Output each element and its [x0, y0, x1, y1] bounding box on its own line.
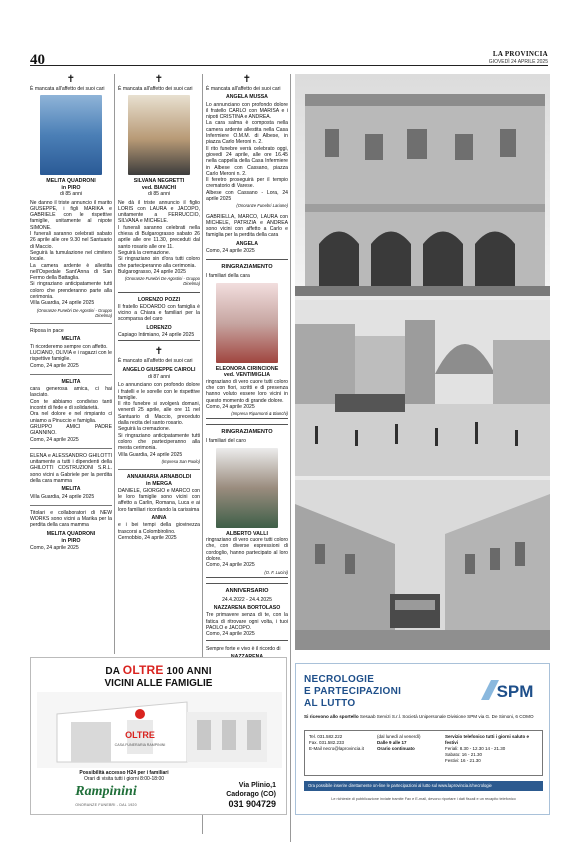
cross-icon: ✝ [66, 74, 76, 85]
contact-numbers [309, 734, 369, 752]
address-city: Cadorago (CO) [226, 790, 276, 798]
divider [30, 374, 112, 375]
obituary-notice [30, 328, 112, 369]
historic-photos [295, 74, 550, 650]
sign-subtitle: CASA FUNERARIA RAMPININI [114, 743, 166, 747]
funeral-agency: (Onoranze Funebri Lariane) [236, 203, 288, 209]
notice-body: Ne danno il triste annuncio il marito GIUSEPPE, i figli MARIKA e GABRIELE con le rispettive famiglie, unitamente al nipote SIMONE. I funerali saranno celebrati sabato 26 aprile alle ore 9.30 nel Santuario di Maccio. Seguirà la tumulazione nel cimitero locale. La camera ardente è allestita nell'Ospedale Sant'Anna di San Fermo della Battaglia. Si ringraziano anticipatamente tutti coloro che prenderanno parte alla cerimonia. Villa Guardia, 24 aprile 2025 [30, 199, 112, 307]
deceased-name: ANGELA MUSSA [226, 94, 268, 101]
notice-lead: È mancata all'affetto dei suoi cari [118, 86, 193, 92]
notice-body: e i bei tempi della giovinezza trascorsi a Colombirolino. Cernobbio, 24 aprile 2025 [118, 522, 200, 541]
deceased-age: di 87 anni [147, 373, 171, 380]
address-street: Via Plinio,1 [238, 782, 276, 789]
notice-lead: I familiari della cara [206, 273, 250, 280]
notice-body: Titolari e collaboratori di NEW WORKS sono vicini a Marika per la perdita della cara mamma [30, 509, 112, 529]
contact-mail[interactable]: E-Mail necro@laprovincia.it [309, 746, 364, 751]
obituary-notice [118, 474, 200, 541]
notice-body: Sempre forte e vivo è il ricordo di [206, 645, 281, 652]
advert-phone: 031 904729 [228, 799, 276, 809]
office-days: (dal lunedì al venerdì) [377, 734, 421, 739]
page-number: 40 [30, 52, 45, 68]
notice-lead: È mancata all'affetto dei suoi cari [206, 86, 281, 92]
notice-place: Villa Guardia, 24 aprile 2025 [30, 493, 95, 500]
deceased-name: ANNAMARIA ARNABOLDI [126, 474, 192, 480]
deceased-name: MELITA [61, 378, 81, 385]
portrait-photo [40, 95, 102, 175]
notice-body: ELENA e ALESSANDRO GHILOTTI unitamente a tutti i dipendenti della GHILOTTI COSTRUZIONI S.R.L. sono vicini a Gabriele per la perdita della cara mamma [30, 452, 112, 484]
contact-tel: Tel. 031.582.222 [309, 734, 343, 739]
masthead [489, 50, 548, 65]
portrait-photo [216, 448, 278, 528]
cross-icon: ✝ [242, 74, 252, 85]
access-info: Possibilità accesso H24 per i familiari [79, 770, 169, 776]
contact-box [304, 730, 543, 776]
funeral-home-advert [30, 657, 287, 815]
notice-body: Lo annunciano con profondo dolore i fratelli e le sorelle con le rispettive famiglie. Il rito funebre si svolgerà domani, venerdì 25 aprile, alle ore 11 nel Santuario di Maccio, preceduto dalla recita del santo rosario. Seguirà la cremazione. Si ringraziano anticipatamente tutti coloro che parteciperanno alla mesta cerimonia. Villa Guardia, 24 aprile 2025 [118, 382, 200, 458]
notice-place: Como, 24 aprile 2025 [206, 248, 255, 255]
deceased-name: ANGELO GIUSEPPE CAIROLI [122, 366, 196, 373]
obituary-column-1 [30, 74, 112, 654]
portrait-photo [216, 283, 278, 363]
footer-note: Le richieste di pubblicazione inviate tramite Fax e E-mail, devono riportare i dati fiscali e un recapito telefonico [331, 797, 516, 801]
portrait-photo [128, 95, 190, 175]
divider [118, 469, 200, 470]
divider [30, 323, 112, 324]
cross-icon: ✝ [154, 74, 164, 85]
cross-icon: ✝ [154, 346, 164, 358]
brand-logo: Rampinini [75, 784, 137, 799]
advert-address [226, 782, 276, 810]
brand-subtitle: ONORANZE FUNEBRI - DAL 1920 [75, 803, 137, 807]
headline-oltre: OLTRE [122, 663, 164, 677]
funeral-agency: (Onoranze Funebri De Agostini - Gruppo Dinelma) [124, 276, 200, 287]
photo-piazza [295, 300, 550, 476]
column-divider [114, 74, 115, 654]
notice-heading: RINGRAZIAMENTO [221, 264, 273, 271]
obituary-notice [206, 583, 288, 641]
deceased-name: MELITA QUADRONI [46, 178, 96, 185]
headline-da: DA [105, 666, 120, 677]
necrology-service-advert [295, 663, 550, 815]
phone-service [445, 734, 541, 764]
notice-body: Tre primavere senza di te, con la fatica di ritrovare ogni volta, i tuoi PAOLO e JACOPO. Como, 24 aprile 2025 [206, 612, 288, 638]
deceased-name-married: ved. BIANCHI [141, 184, 177, 191]
notice-heading: ANNIVERSARIO [225, 587, 269, 594]
phone-hours-weekday: Feriali: 8.30 - 12.30 14 - 21.30 [445, 746, 506, 751]
deceased-name: SILVANA NEGRETTI [133, 178, 185, 185]
obituary-notice [118, 74, 200, 287]
office-continuous: Orario continuato [377, 746, 415, 751]
deceased-name: ELEONORA CIRINCIONE [215, 365, 279, 372]
necrology-title [304, 674, 401, 710]
notice-body: GABRIELLA, MARCO, LAURA con MICHELE, PATRIZIA e ANDREA sono vicini con affetto a Carlo e famiglia per la perdita della cara [206, 213, 288, 239]
notice-body: Ne dà il triste annuncio il figlio LORIS con LAURA e JACOPO, unitamente a FERRUCCIO, SILVANA e MICHELE. I funerali saranno celebrati nella chiesa di Bulgarograsso sabato 26 aprile alle ore 11.30, preceduti dal santo rosario alle ore 11. Seguirà la cremazione. Si ringraziano sin d'ora tutti coloro che parteciperanno alla cerimonia. Bulgarograsso, 24 aprile 2025 [118, 199, 200, 275]
notice-place: Como, 24 aprile 2025 [30, 544, 79, 551]
funeral-home-illustration [37, 692, 282, 768]
funeral-agency: (O. F. Lucini) [264, 569, 288, 575]
notice-lead: Riposa in pace [30, 328, 64, 335]
deceased-name-married: in PIRO [61, 538, 81, 545]
office-intro: Si ricevono allo sportello [304, 714, 359, 719]
anniversary-dates: 24.4.2022 - 24.4.2025 [222, 596, 272, 603]
deceased-name-married: in PIRO [61, 184, 81, 191]
sign-oltre: OLTRE [125, 730, 155, 740]
deceased-name: MELITA [61, 486, 81, 493]
office-time: Dalle 9 alle 17 [377, 740, 407, 745]
funeral-agency: (Impresa Ripamonti & Bianchi) [231, 411, 288, 417]
notice-body: Ti ricorderemo sempre con affetto. LUCIANO, OLIVIA e i ragazzi con le rispettive famiglie. Como, 24 aprile 2025 [30, 343, 112, 369]
advert-headline [31, 664, 286, 678]
deceased-age: di 85 anni [147, 191, 171, 198]
obituary-notice [206, 424, 288, 577]
divider [30, 448, 112, 449]
headline-years: 100 ANNI [166, 666, 212, 677]
obituary-notice [30, 74, 112, 318]
deceased-age: di 85 anni [59, 191, 83, 198]
notice-body: Il fratello EDOARDO con famiglia è vicino a Chiara e familiari per la scomparsa del caro [118, 303, 200, 323]
top-rule [30, 65, 548, 66]
paper-name: LA PROVINCIA [492, 50, 548, 58]
title-line-2: E PARTECIPAZIONI [304, 686, 402, 697]
obituary-notice [206, 214, 288, 255]
funeral-agency: (Impresa San Paolo) [161, 458, 200, 464]
photo-street [295, 480, 550, 650]
notice-body: DANIELE, GIORGIO e MARCO con le loro famiglie sono vicini con affetto a Carlin, Romana, Luca e ai loro familiari ricordando la carissima [118, 487, 200, 513]
deceased-name: NAZZARENA BORTOLASO [213, 605, 281, 612]
notice-place: Capiago Intimiano, 24 aprile 2025 [118, 332, 195, 339]
title-line-3: AL LUTTO [304, 698, 356, 709]
office-hours [377, 734, 439, 752]
office-address: Sesaab Servizi S.r.l. Società Unipersonale Divisione SPM via G. De Simoni, 6 COMO [359, 714, 534, 719]
obituary-notice [30, 379, 112, 443]
divider [30, 505, 112, 506]
obituary-notice [118, 346, 200, 464]
notice-body: Lo annunciano con profondo dolore il fratello CARLO con MARISA e i nipoti CRISTINA e ANDREA. La cara salma è composta nella camera ardente allestita nella Casa Infermiere O.M.M. di Albese, in piazza Carlo Meroni n. 2. Il rito funebre verrà celebrato oggi, giovedì 24 aprile, alle ore 16.45 nella cappella della Casa Infermiere in Albese con Cassano, piazza Carlo Meroni n. 2. Il feretro proseguirà per il tempio crematorio di Varese. Albese con Cassano - Lora, 24 aprile 2025 [206, 101, 288, 203]
office-info [304, 714, 541, 720]
deceased-name: ALBERTO VALLI [226, 530, 268, 537]
deceased-name: ANNA [151, 514, 167, 521]
deceased-name: MELITA [61, 336, 81, 343]
funeral-agency: (Onoranze Funebri De Agostini - Gruppo Dinelma) [36, 307, 112, 318]
spm-logo-icon [477, 676, 537, 704]
phone-service-title: Servizio telefonico tutti i giorni saluto e festivi [445, 734, 530, 745]
photo-broletto [295, 74, 550, 296]
obituary-notice [30, 453, 112, 500]
historic-photos-art [295, 74, 550, 650]
online-bar[interactable]: Ora possibile inserire direttamente on-line le partecipazioni al lutto sul www.laprovincia.it/necrologie [304, 781, 543, 791]
obituary-notice [30, 510, 112, 551]
obituary-notice [206, 74, 288, 209]
spm-logo-text: SPM [496, 682, 534, 701]
contact-fax: Fax. 031.582.233 [309, 740, 345, 745]
deceased-name: MELITA QUADRONI [46, 530, 96, 537]
notice-body: ringraziano di vero cuore tutti coloro che, con diverse espressioni di cordoglio, hanno partecipato al loro dolore. Como, 24 aprile 2025 [206, 537, 288, 569]
notice-lead: I familiari del caro [206, 438, 246, 445]
deceased-name-married: ved. VENTIMIGLIA [223, 372, 271, 379]
deceased-name-married: in MERGA [146, 481, 172, 488]
visiting-hours: Orari di visita tutti i giorni 8:00-18:00 [83, 776, 165, 783]
deceased-name: LORENZO POZZI [137, 296, 181, 303]
notice-body: cara generosa amica, ci hai lasciato. Con te abbiamo condiviso tanti incontri di fede e di solidarietà. Ora nel dolore e nel rimpianto ci uniamo a Pinuccio e famiglia. GRUPPO AMICI PADRE GIANNINO. Como, 24 aprile 2025 [30, 386, 112, 443]
advert-info [39, 770, 209, 782]
deceased-name: LORENZO [146, 324, 172, 331]
notice-body: ringraziano di vero cuore tutti coloro che con fiori, scritti e di presenza hanno voluto essere loro vicini in questo momento di grande dolore. Como, 24 aprile 2025 [206, 378, 288, 410]
phone-hours-saturday: Sabato: 16 - 21.30 [445, 752, 483, 757]
issue-date: GIOVEDÌ 24 APRILE 2025 [488, 59, 548, 65]
advert-subheadline: VICINI ALLE FAMIGLIE [104, 678, 213, 689]
column-divider [290, 74, 291, 842]
title-line-1: NECROLOGIE [304, 674, 375, 685]
notice-heading: RINGRAZIAMENTO [221, 429, 273, 436]
obituary-notice [118, 292, 200, 342]
obituary-notice [206, 259, 288, 419]
phone-hours-holiday: Festivi: 16 - 21.30 [445, 758, 481, 763]
notice-lead: È mancata all'affetto dei suoi cari [30, 86, 105, 92]
deceased-name: ANGELA [236, 240, 258, 247]
notice-lead: È mancato all'affetto dei suoi cari [118, 358, 193, 365]
